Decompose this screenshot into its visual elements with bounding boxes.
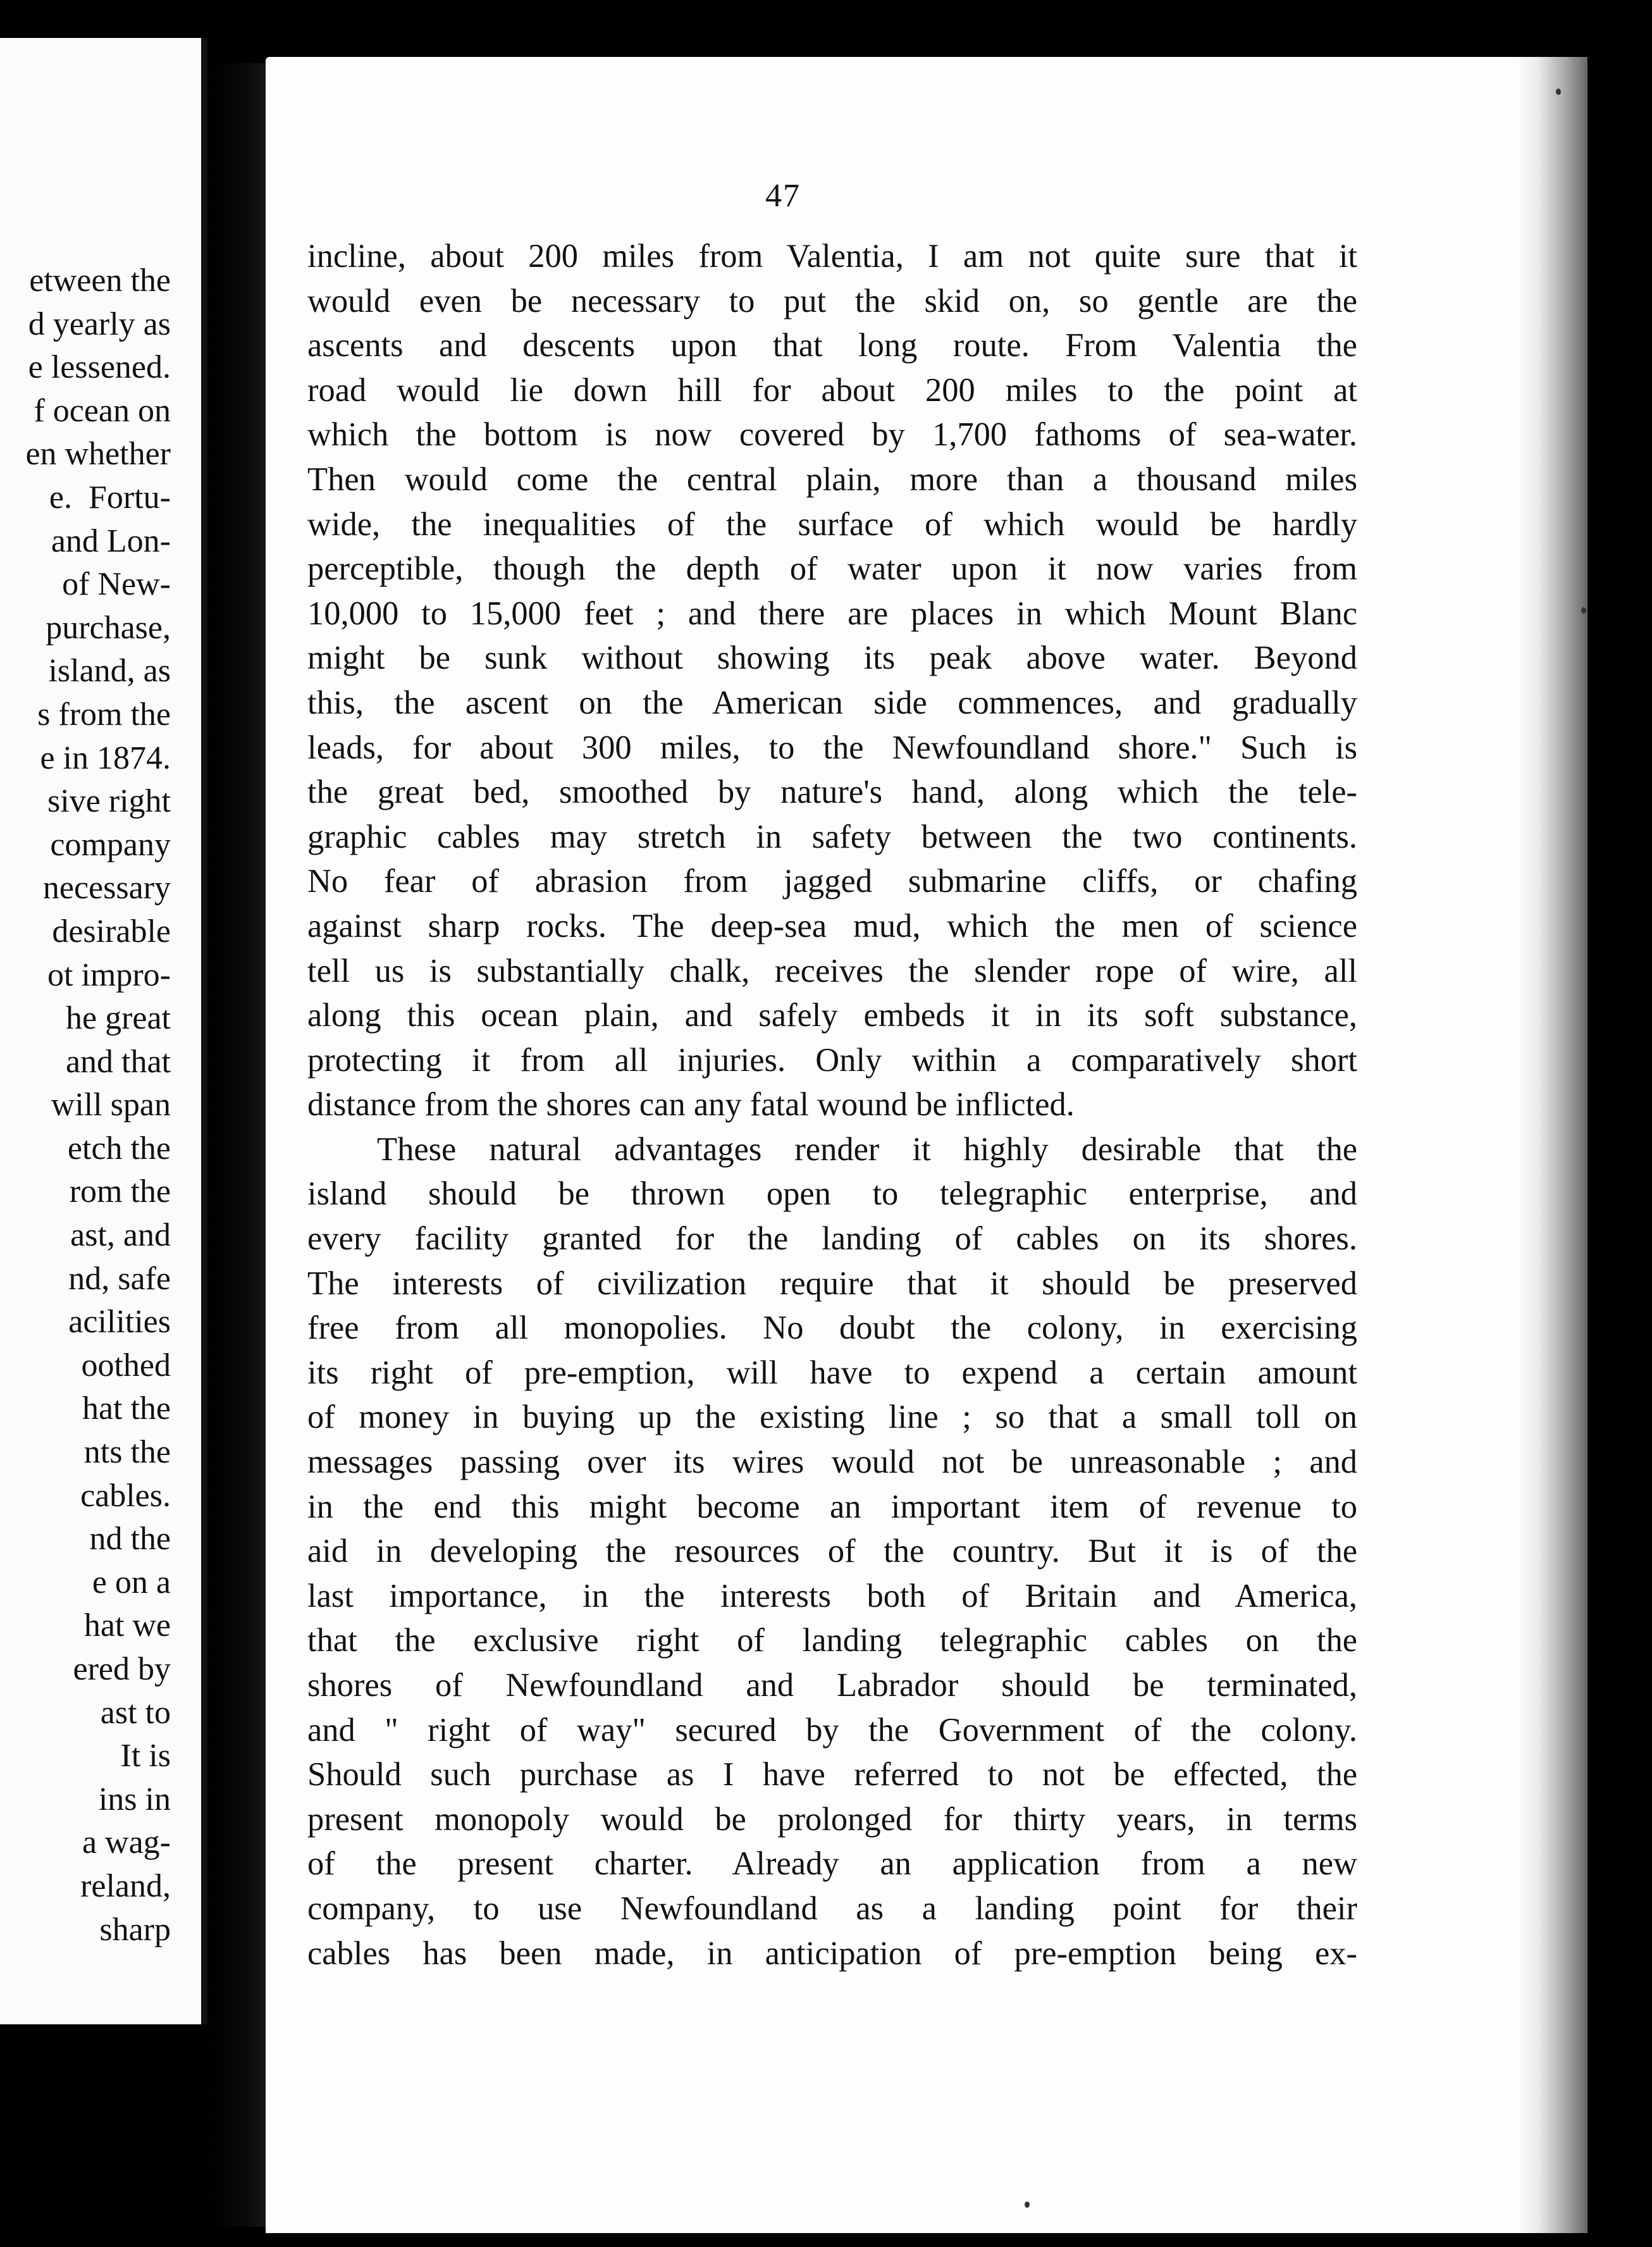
text-line: ascents and descents upon that long route. From Valentia the <box>307 327 1357 364</box>
text-line: in the end this might become an important item of revenue to <box>307 1488 1357 1525</box>
text-line: would even be necessary to put the skid on, so gentle are the <box>307 282 1357 319</box>
text-line: wide, the inequalities of the surface of which would be hardly <box>307 505 1357 543</box>
page-body-text <box>307 234 1357 1976</box>
previous-page-line: cables. <box>80 1477 171 1514</box>
page-edge-shadow <box>1518 57 1587 2233</box>
book-spine-shadow <box>207 63 271 2227</box>
previous-page-line: d yearly as <box>28 306 171 342</box>
text-line: The interests of civilization require that it should be preserved <box>307 1265 1357 1302</box>
previous-page-line: e. Fortu- <box>49 479 171 516</box>
text-line: tell us is substantially chalk, receives the slender rope of wire, all <box>307 952 1357 989</box>
text-line: every facility granted for the landing of cables on its shores. <box>307 1220 1357 1258</box>
previous-page-fragment <box>0 38 207 2024</box>
text-line: along this ocean plain, and safely embeds it in its soft substance, <box>307 997 1357 1034</box>
previous-page-line: ot impro- <box>47 956 171 993</box>
previous-page-line: etween the <box>29 263 171 299</box>
text-line: island should be thrown open to telegraphic enterprise, and <box>307 1175 1357 1213</box>
text-line: Then would come the central plain, more than a thousand miles <box>307 461 1357 498</box>
previous-page-line: he great <box>65 1000 171 1037</box>
text-line: present monopoly would be prolonged for thirty years, in terms <box>307 1800 1357 1838</box>
scan-speck <box>1025 2201 1030 2208</box>
text-line: against sharp rocks. The deep-sea mud, which the men of science <box>307 907 1357 944</box>
previous-page-line: e in 1874. <box>40 740 171 776</box>
previous-page-line: of New- <box>62 566 171 603</box>
previous-page-line: It is <box>120 1738 171 1774</box>
previous-page-line: s from the <box>37 696 171 733</box>
text-line: of money in buying up the existing line ; so that a small toll on <box>307 1399 1357 1436</box>
previous-page-line: hat the <box>82 1390 171 1427</box>
text-line: messages passing over its wires would not be unreasonable ; and <box>307 1444 1357 1481</box>
paragraph-2 <box>307 1127 1357 1976</box>
previous-page-line: etch the <box>67 1130 171 1167</box>
paragraph-1 <box>307 234 1357 1127</box>
scan-speck <box>1556 89 1561 95</box>
previous-page-line: company <box>50 826 171 863</box>
previous-page-line: sive right <box>47 783 171 820</box>
previous-page-line: oothed <box>81 1347 171 1383</box>
text-line: of the present charter. Already an application from a new <box>307 1845 1357 1883</box>
text-line: the great bed, smoothed by nature's hand, along which the tele- <box>307 774 1357 811</box>
previous-page-line: will span <box>51 1087 171 1124</box>
previous-page-line: f ocean on <box>34 392 171 429</box>
text-line: No fear of abrasion from jagged submarine cliffs, or chafing <box>307 863 1357 900</box>
previous-page-text <box>25 259 171 1952</box>
previous-page-line: ered by <box>73 1651 171 1687</box>
text-line: last importance, in the interests both of Britain and America, <box>307 1577 1357 1614</box>
previous-page-line: purchase, <box>46 609 171 646</box>
previous-page-line: nd the <box>89 1521 171 1557</box>
previous-page-line: a wag- <box>82 1824 171 1861</box>
previous-page-line: acilities <box>68 1304 171 1340</box>
previous-page-line: nd, safe <box>68 1260 171 1297</box>
text-line: which the bottom is now covered by 1,700 fathoms of sea-water. <box>307 416 1357 454</box>
page-number: 47 <box>765 178 801 214</box>
text-line: free from all monopolies. No doubt the colony, in exercising <box>307 1309 1357 1347</box>
text-line: and " right of way" secured by the Government of the colony. <box>307 1711 1357 1749</box>
previous-page-line: e on a <box>92 1564 171 1600</box>
previous-page-line: en whether <box>25 436 171 473</box>
text-line: incline, about 200 miles from Valentia, I am not quite sure that it <box>307 238 1357 275</box>
text-line: graphic cables may stretch in safety between the two continents. <box>307 818 1357 855</box>
previous-page-line: hat we <box>83 1607 171 1644</box>
previous-page-line: e lessened. <box>28 349 171 386</box>
text-line: shores of Newfoundland and Labrador should be terminated, <box>307 1667 1357 1704</box>
text-line: protecting it from all injuries. Only within a comparatively short <box>307 1041 1357 1079</box>
previous-page-line: and that <box>65 1043 171 1080</box>
text-line: that the exclusive right of landing telegraphic cables on the <box>307 1622 1357 1659</box>
previous-page-line: sharp <box>99 1911 171 1948</box>
text-line: Should such purchase as I have referred to not be effected, the <box>307 1756 1357 1793</box>
text-line: this, the ascent on the American side commences, and gradually <box>307 684 1357 721</box>
previous-page-line: island, as <box>48 653 171 690</box>
text-line: might be sunk without showing its peak above water. Beyond <box>307 640 1357 677</box>
current-page <box>266 57 1587 2233</box>
text-line: road would lie down hill for about 200 miles to the point at <box>307 371 1357 409</box>
text-line: 10,000 to 15,000 feet ; and there are places in which Mount Blanc <box>307 595 1357 632</box>
text-line: company, to use Newfoundland as a landing point for their <box>307 1890 1357 1927</box>
previous-page-line: ast, and <box>70 1217 171 1254</box>
text-line: distance from the shores can any fatal wound be inflicted. <box>307 1086 1075 1124</box>
previous-page-line: ast to <box>100 1694 171 1731</box>
text-line: its right of pre-emption, will have to expend a certain amount <box>307 1354 1357 1391</box>
text-line: cables has been made, in anticipation of pre-emption being ex- <box>307 1934 1357 1972</box>
text-line: perceptible, though the depth of water upon it now varies from <box>307 550 1357 588</box>
text-line: These natural advantages render it highly desirable that the <box>377 1130 1357 1168</box>
previous-page-line: rom the <box>69 1173 171 1210</box>
previous-page-line: desirable <box>52 913 171 950</box>
previous-page-line: nts the <box>83 1434 171 1471</box>
text-line: aid in developing the resources of the country. But it is of the <box>307 1533 1357 1570</box>
text-line: leads, for about 300 miles, to the Newfoundland shore." Such is <box>307 729 1357 766</box>
previous-page-line: ins in <box>98 1781 171 1817</box>
scan-speck <box>1581 607 1586 614</box>
previous-page-line: and Lon- <box>51 523 171 559</box>
previous-page-line: reland, <box>80 1867 171 1904</box>
previous-page-line: necessary <box>42 870 171 907</box>
